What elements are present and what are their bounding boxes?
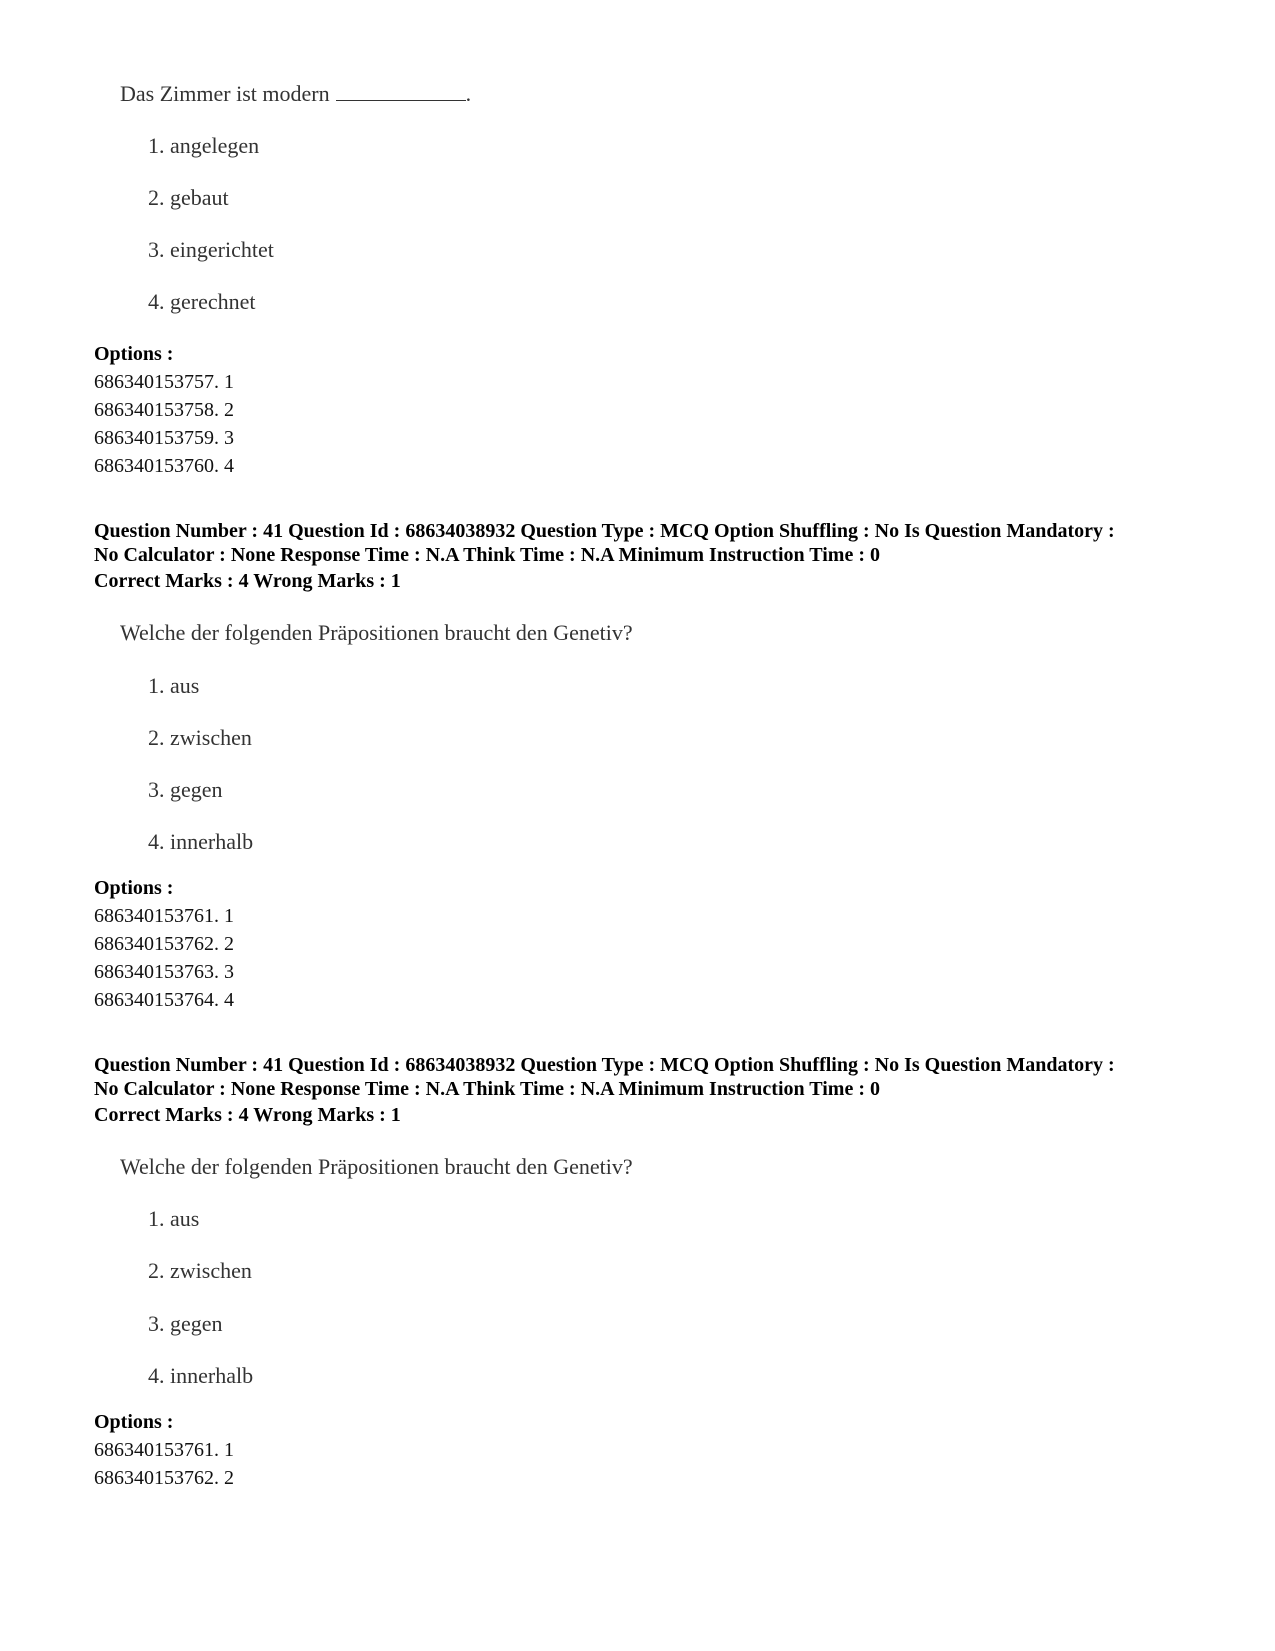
question-meta-line-2: No Calculator : None Response Time : N.A Think Time : N.A Minimum Instruction Time : 0 xyxy=(94,544,880,566)
question-meta-line-2: No Calculator : None Response Time : N.A Think Time : N.A Minimum Instruction Time : 0 xyxy=(94,1078,880,1100)
choice-item: 1. angelegen xyxy=(148,133,260,158)
question-meta xyxy=(94,1053,1204,1101)
choice-item: 2. zwischen xyxy=(148,1258,252,1283)
choice-item: 1. aus xyxy=(148,1206,200,1231)
question-meta-line-1: Question Number : 41 Question Id : 68634038932 Question Type : MCQ Option Shuffling : No Is Question Mandatory : xyxy=(94,520,1115,542)
choice-item: 4. innerhalb xyxy=(148,829,254,854)
option-row: 686340153761. 1 xyxy=(94,905,234,927)
option-row: 686340153757. 1 xyxy=(94,371,234,393)
question-meta xyxy=(94,519,1204,567)
question-marks: Correct Marks : 4 Wrong Marks : 1 xyxy=(94,1104,401,1126)
question-stem: Das Zimmer ist modern xyxy=(120,81,330,106)
choice-item: 4. gerechnet xyxy=(148,289,256,314)
option-row: 686340153758. 2 xyxy=(94,399,234,421)
question-meta-line-1: Question Number : 41 Question Id : 68634038932 Question Type : MCQ Option Shuffling : No Is Question Mandatory : xyxy=(94,1054,1115,1076)
option-row: 686340153761. 1 xyxy=(94,1439,234,1461)
choice-item: 3. gegen xyxy=(148,777,223,802)
options-label: Options : xyxy=(94,1411,174,1433)
fill-in-blank xyxy=(336,80,466,101)
question-text: Welche der folgenden Präpositionen braucht den Genetiv? xyxy=(120,620,633,645)
question-text: Welche der folgenden Präpositionen braucht den Genetiv? xyxy=(120,1154,633,1179)
option-row: 686340153760. 4 xyxy=(94,455,234,477)
choice-item: 3. gegen xyxy=(148,1311,223,1336)
question-marks: Correct Marks : 4 Wrong Marks : 1 xyxy=(94,570,401,592)
option-row: 686340153763. 3 xyxy=(94,961,234,983)
choice-item: 3. eingerichtet xyxy=(148,237,274,262)
option-row: 686340153762. 2 xyxy=(94,1467,234,1489)
option-row: 686340153764. 4 xyxy=(94,989,234,1011)
choice-item: 4. innerhalb xyxy=(148,1363,254,1388)
choice-item: 2. zwischen xyxy=(148,725,252,750)
option-row: 686340153762. 2 xyxy=(94,933,234,955)
question-text xyxy=(120,80,471,107)
options-label: Options : xyxy=(94,343,174,365)
option-row: 686340153759. 3 xyxy=(94,427,234,449)
choice-item: 1. aus xyxy=(148,673,200,698)
question-end-punct: . xyxy=(465,81,472,106)
choice-item: 2. gebaut xyxy=(148,185,229,210)
options-label: Options : xyxy=(94,877,174,899)
